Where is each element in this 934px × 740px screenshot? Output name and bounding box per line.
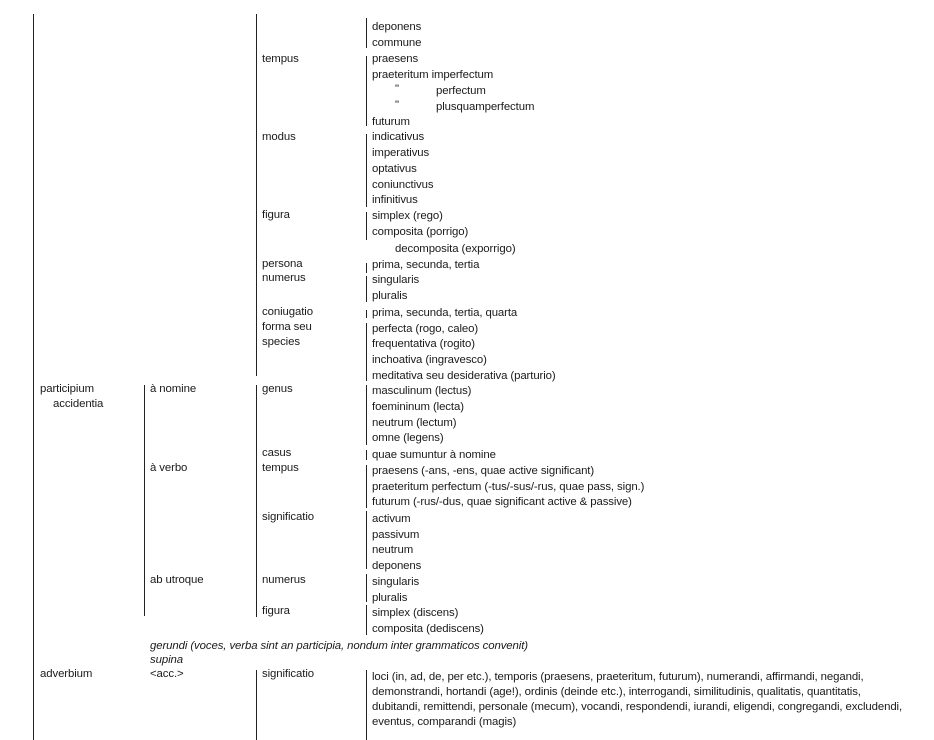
bracket-col3-top — [256, 14, 257, 376]
value-infinitivus: infinitivus — [372, 194, 418, 206]
label-tempus-participium: tempus — [262, 462, 299, 474]
label-a-nomine: à nomine — [150, 383, 197, 395]
value-simplex-discens: simplex (discens) — [372, 607, 459, 619]
value-composita-porrigo: composita (porrigo) — [372, 226, 469, 238]
bracket-col4-persona — [366, 263, 367, 273]
adverb-significatio-line-1: loci (in, ad, de, per etc.), temporis (praesens, praeteritum, futurum), numerandi, affirmandi, negandi, — [372, 671, 864, 683]
value-praeteritum-participium: praeteritum perfectum (-tus/-sus/-rus, quae pass, sign.) — [372, 481, 645, 493]
value-perfecta: perfecta (rogo, caleo) — [372, 323, 479, 335]
label-adverbium: adverbium — [40, 668, 93, 680]
label-accidentia: accidentia — [53, 398, 104, 410]
label-a-verbo: à verbo — [150, 462, 188, 474]
value-omne: omne (legens) — [372, 432, 444, 444]
bracket-col4-species — [366, 323, 367, 381]
bracket-col4-figura2 — [366, 605, 367, 635]
value-meditativa: meditativa seu desiderativa (parturio) — [372, 370, 556, 382]
value-persona: prima, secunda, tertia — [372, 259, 480, 271]
value-singularis: singularis — [372, 274, 420, 286]
label-tempus: tempus — [262, 53, 299, 65]
adverb-significatio-line-4: eventus, comparandi (magis) — [372, 716, 517, 728]
bracket-col4-significatio — [366, 511, 367, 569]
bracket-col4-genus — [366, 385, 367, 445]
bracket-col3-participium — [256, 385, 257, 617]
value-praeteritum-imperfectum: praeteritum imperfectum — [372, 69, 494, 81]
value-perfectum: perfectum — [436, 85, 486, 97]
adverb-significatio-line-2: demonstrandi, hortandi (age!), ordinis (deinde etc.), interrogandi, similitudinis, qualitatis, quantitatis, — [372, 686, 861, 698]
value-futurum-participium: futurum (-rus/-dus, quae significant active & passive) — [372, 496, 632, 508]
label-significatio-adverbium: significatio — [262, 668, 314, 680]
label-significatio: significatio — [262, 511, 314, 523]
bracket-col4-tempus — [366, 56, 367, 126]
value-praesens-participium: praesens (-ans, -ens, quae active significant) — [372, 465, 595, 477]
value-commune: commune — [372, 37, 422, 49]
ditto-mark: " — [395, 99, 399, 111]
value-imperativus: imperativus — [372, 147, 430, 159]
value-decomposita: decomposita (exporrigo) — [395, 243, 516, 255]
value-deponens-participium: deponens — [372, 560, 422, 572]
value-casus: quae sumuntur à nomine — [372, 449, 496, 461]
value-deponens: deponens — [372, 21, 422, 33]
bracket-col4-adverbium — [366, 670, 367, 740]
label-numerus: numerus — [262, 272, 306, 284]
label-coniugatio: coniugatio — [262, 306, 313, 318]
value-futurum: futurum — [372, 116, 410, 128]
label-numerus-participium: numerus — [262, 574, 306, 586]
ditto-mark: " — [395, 83, 399, 95]
value-masculinum: masculinum (lectus) — [372, 385, 472, 397]
adverb-significatio-line-3: dubitandi, remittendi, personale (mecum), vocandi, respondendi, iurandi, eligendi, congregandi, excludendi, — [372, 701, 903, 713]
value-pluralis-participium: pluralis — [372, 592, 408, 604]
label-species: species — [262, 336, 300, 348]
label-persona: persona — [262, 258, 303, 270]
bracket-col4-modus — [366, 134, 367, 207]
value-pluralis: pluralis — [372, 290, 408, 302]
label-figura: figura — [262, 209, 290, 221]
bracket-col4-figura — [366, 212, 367, 240]
bracket-col2-participium — [144, 385, 145, 616]
value-neutrum-lectum: neutrum (lectum) — [372, 417, 457, 429]
bracket-col4-casus — [366, 450, 367, 460]
value-composita-dediscens: composita (dediscens) — [372, 623, 484, 635]
bracket-col4-deponens — [366, 18, 367, 48]
label-genus: genus — [262, 383, 293, 395]
value-singularis-participium: singularis — [372, 576, 420, 588]
value-passivum: passivum — [372, 529, 420, 541]
bracket-col3-adverbium — [256, 670, 257, 740]
value-optativus: optativus — [372, 163, 417, 175]
bracket-col4-tempus2 — [366, 465, 367, 508]
value-inchoativa: inchoativa (ingravesco) — [372, 354, 487, 366]
value-coniunctivus: coniunctivus — [372, 179, 434, 191]
value-simplex-rego: simplex (rego) — [372, 210, 443, 222]
value-activum: activum — [372, 513, 411, 525]
label-casus: casus — [262, 447, 292, 459]
column-rule-left — [33, 14, 34, 740]
bracket-col4-coniugatio — [366, 310, 367, 318]
note-gerundi: gerundi (voces, verba sint an participia, nondum inter grammaticos convenit) — [150, 640, 528, 652]
label-ab-utroque: ab utroque — [150, 574, 204, 586]
value-frequentativa: frequentativa (rogito) — [372, 338, 475, 350]
value-praesens: praesens — [372, 53, 419, 65]
note-supina: supina — [150, 654, 183, 666]
label-forma-seu: forma seu — [262, 321, 312, 333]
bracket-col4-numerus — [366, 276, 367, 302]
value-indicativus: indicativus — [372, 131, 425, 143]
value-plusquamperfectum: plusquamperfectum — [436, 101, 535, 113]
label-participium: participium — [40, 383, 94, 395]
value-foemininum: foemininum (lecta) — [372, 401, 464, 413]
value-coniugatio: prima, secunda, tertia, quarta — [372, 307, 518, 319]
label-acc: <acc.> — [150, 668, 184, 680]
label-figura-participium: figura — [262, 605, 290, 617]
label-modus: modus — [262, 131, 296, 143]
value-neutrum: neutrum — [372, 544, 414, 556]
bracket-col4-numerus2 — [366, 574, 367, 602]
